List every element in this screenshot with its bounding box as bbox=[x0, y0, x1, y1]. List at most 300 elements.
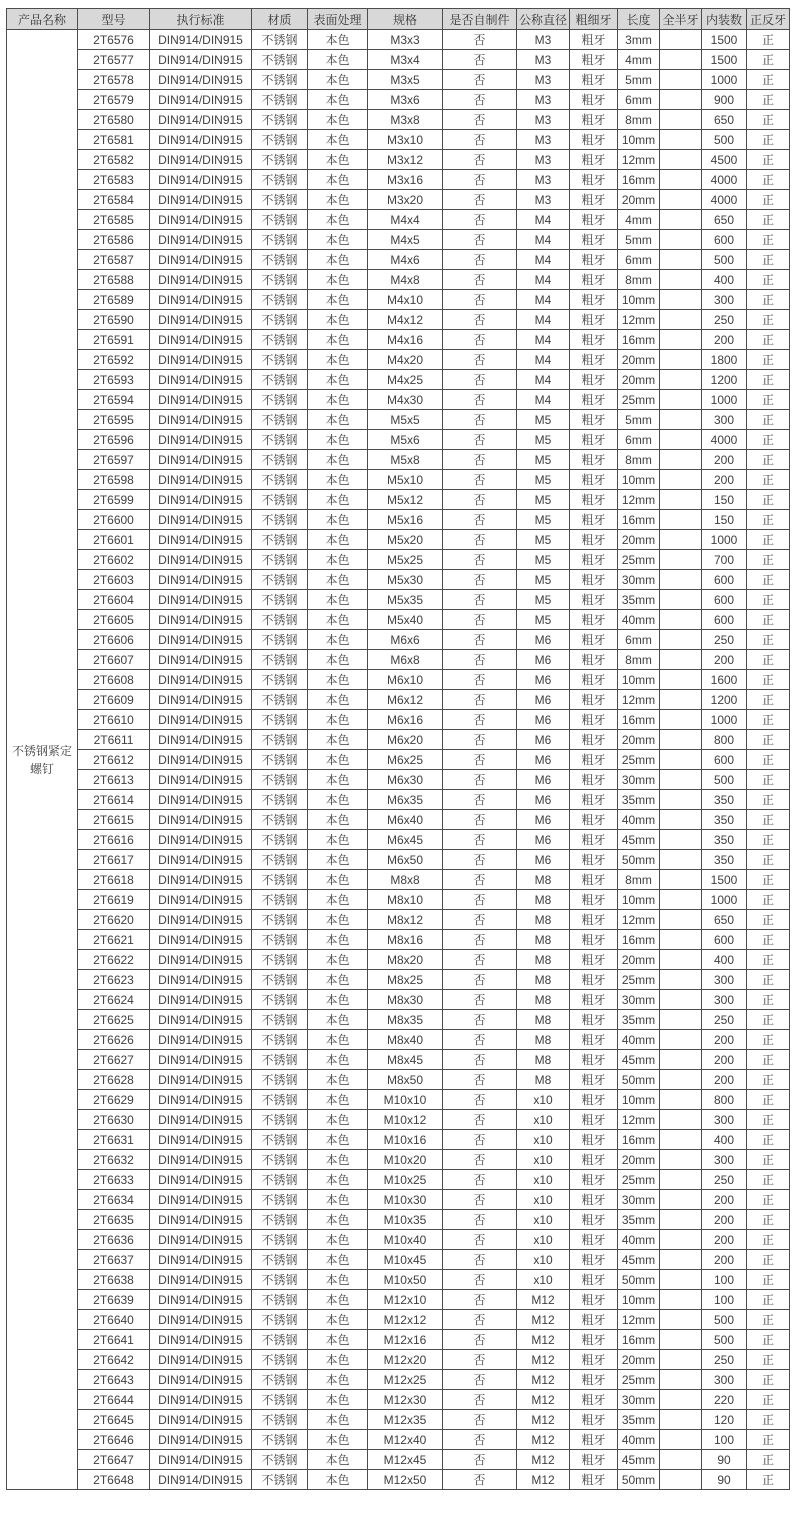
qty-cell: 400 bbox=[702, 950, 747, 970]
spec-cell: M3x4 bbox=[368, 50, 443, 70]
spec-cell: M5x12 bbox=[368, 490, 443, 510]
diameter-cell: M12 bbox=[517, 1310, 570, 1330]
thread-cell: 粗牙 bbox=[570, 1290, 618, 1310]
qty-cell: 1000 bbox=[702, 530, 747, 550]
thread-cell: 粗牙 bbox=[570, 810, 618, 830]
length-cell: 50mm bbox=[618, 850, 660, 870]
selfmade-cell: 否 bbox=[443, 930, 517, 950]
material-cell: 不锈钢 bbox=[252, 670, 308, 690]
direction-cell: 正 bbox=[747, 750, 790, 770]
direction-cell: 正 bbox=[747, 1370, 790, 1390]
material-cell: 不锈钢 bbox=[252, 130, 308, 150]
length-cell: 6mm bbox=[618, 630, 660, 650]
model-cell: 2T6599 bbox=[78, 490, 150, 510]
model-cell: 2T6602 bbox=[78, 550, 150, 570]
length-cell: 30mm bbox=[618, 1190, 660, 1210]
direction-cell: 正 bbox=[747, 930, 790, 950]
diameter-cell: M3 bbox=[517, 70, 570, 90]
spec-cell: M12x16 bbox=[368, 1330, 443, 1350]
fullhalf-cell bbox=[660, 1190, 702, 1210]
table-row bbox=[7, 1230, 790, 1250]
diameter-cell: M8 bbox=[517, 930, 570, 950]
spec-cell: M5x35 bbox=[368, 590, 443, 610]
spec-cell: M8x40 bbox=[368, 1030, 443, 1050]
selfmade-cell: 否 bbox=[443, 1130, 517, 1150]
table-row bbox=[7, 1090, 790, 1110]
surface-cell: 本色 bbox=[308, 750, 368, 770]
fullhalf-cell bbox=[660, 70, 702, 90]
surface-cell: 本色 bbox=[308, 1270, 368, 1290]
surface-cell: 本色 bbox=[308, 1110, 368, 1130]
standard-cell: DIN914/DIN915 bbox=[150, 490, 252, 510]
diameter-cell: M6 bbox=[517, 670, 570, 690]
direction-cell: 正 bbox=[747, 770, 790, 790]
selfmade-cell: 否 bbox=[443, 1230, 517, 1250]
direction-cell: 正 bbox=[747, 990, 790, 1010]
length-cell: 35mm bbox=[618, 1010, 660, 1030]
standard-cell: DIN914/DIN915 bbox=[150, 1270, 252, 1290]
thread-cell: 粗牙 bbox=[570, 730, 618, 750]
standard-cell: DIN914/DIN915 bbox=[150, 990, 252, 1010]
spec-cell: M6x35 bbox=[368, 790, 443, 810]
thread-cell: 粗牙 bbox=[570, 870, 618, 890]
spec-cell: M4x5 bbox=[368, 230, 443, 250]
model-cell: 2T6580 bbox=[78, 110, 150, 130]
standard-cell: DIN914/DIN915 bbox=[150, 530, 252, 550]
direction-cell: 正 bbox=[747, 1170, 790, 1190]
fullhalf-cell bbox=[660, 690, 702, 710]
spec-cell: M8x20 bbox=[368, 950, 443, 970]
selfmade-cell: 否 bbox=[443, 290, 517, 310]
standard-cell: DIN914/DIN915 bbox=[150, 170, 252, 190]
length-cell: 8mm bbox=[618, 270, 660, 290]
fullhalf-cell bbox=[660, 370, 702, 390]
surface-cell: 本色 bbox=[308, 930, 368, 950]
direction-cell: 正 bbox=[747, 430, 790, 450]
length-cell: 12mm bbox=[618, 310, 660, 330]
qty-cell: 300 bbox=[702, 1150, 747, 1170]
diameter-cell: M4 bbox=[517, 290, 570, 310]
length-cell: 6mm bbox=[618, 250, 660, 270]
diameter-cell: M12 bbox=[517, 1410, 570, 1430]
diameter-cell: M12 bbox=[517, 1290, 570, 1310]
standard-cell: DIN914/DIN915 bbox=[150, 950, 252, 970]
direction-cell: 正 bbox=[747, 1070, 790, 1090]
selfmade-cell: 否 bbox=[443, 50, 517, 70]
model-cell: 2T6597 bbox=[78, 450, 150, 470]
thread-cell: 粗牙 bbox=[570, 270, 618, 290]
surface-cell: 本色 bbox=[308, 550, 368, 570]
spec-cell: M6x20 bbox=[368, 730, 443, 750]
standard-cell: DIN914/DIN915 bbox=[150, 1450, 252, 1470]
length-cell: 25mm bbox=[618, 1170, 660, 1190]
thread-cell: 粗牙 bbox=[570, 1210, 618, 1230]
length-cell: 3mm bbox=[618, 30, 660, 50]
direction-cell: 正 bbox=[747, 890, 790, 910]
thread-cell: 粗牙 bbox=[570, 670, 618, 690]
table-row bbox=[7, 570, 790, 590]
direction-cell: 正 bbox=[747, 110, 790, 130]
direction-cell: 正 bbox=[747, 1050, 790, 1070]
diameter-cell: x10 bbox=[517, 1250, 570, 1270]
selfmade-cell: 否 bbox=[443, 970, 517, 990]
fullhalf-cell bbox=[660, 1010, 702, 1030]
material-cell: 不锈钢 bbox=[252, 930, 308, 950]
selfmade-cell: 否 bbox=[443, 790, 517, 810]
qty-cell: 650 bbox=[702, 110, 747, 130]
spec-cell: M8x12 bbox=[368, 910, 443, 930]
selfmade-cell: 否 bbox=[443, 710, 517, 730]
direction-cell: 正 bbox=[747, 350, 790, 370]
qty-cell: 800 bbox=[702, 730, 747, 750]
length-cell: 30mm bbox=[618, 990, 660, 1010]
spec-cell: M10x20 bbox=[368, 1150, 443, 1170]
standard-cell: DIN914/DIN915 bbox=[150, 650, 252, 670]
length-cell: 12mm bbox=[618, 690, 660, 710]
table-row bbox=[7, 610, 790, 630]
thread-cell: 粗牙 bbox=[570, 630, 618, 650]
direction-cell: 正 bbox=[747, 490, 790, 510]
selfmade-cell: 否 bbox=[443, 110, 517, 130]
table-row bbox=[7, 1290, 790, 1310]
product-table-sheet bbox=[6, 8, 790, 1490]
spec-cell: M4x8 bbox=[368, 270, 443, 290]
direction-cell: 正 bbox=[747, 810, 790, 830]
header-cell: 内装数 bbox=[702, 9, 747, 30]
fullhalf-cell bbox=[660, 390, 702, 410]
surface-cell: 本色 bbox=[308, 50, 368, 70]
surface-cell: 本色 bbox=[308, 710, 368, 730]
length-cell: 40mm bbox=[618, 1030, 660, 1050]
selfmade-cell: 否 bbox=[443, 570, 517, 590]
selfmade-cell: 否 bbox=[443, 1030, 517, 1050]
diameter-cell: M4 bbox=[517, 230, 570, 250]
thread-cell: 粗牙 bbox=[570, 110, 618, 130]
length-cell: 16mm bbox=[618, 1130, 660, 1150]
fullhalf-cell bbox=[660, 530, 702, 550]
surface-cell: 本色 bbox=[308, 1310, 368, 1330]
material-cell: 不锈钢 bbox=[252, 790, 308, 810]
fullhalf-cell bbox=[660, 410, 702, 430]
direction-cell: 正 bbox=[747, 470, 790, 490]
selfmade-cell: 否 bbox=[443, 490, 517, 510]
length-cell: 20mm bbox=[618, 370, 660, 390]
spec-cell: M8x35 bbox=[368, 1010, 443, 1030]
direction-cell: 正 bbox=[747, 170, 790, 190]
qty-cell: 500 bbox=[702, 130, 747, 150]
model-cell: 2T6595 bbox=[78, 410, 150, 430]
length-cell: 40mm bbox=[618, 1430, 660, 1450]
thread-cell: 粗牙 bbox=[570, 690, 618, 710]
diameter-cell: M8 bbox=[517, 970, 570, 990]
selfmade-cell: 否 bbox=[443, 1470, 517, 1490]
direction-cell: 正 bbox=[747, 250, 790, 270]
thread-cell: 粗牙 bbox=[570, 950, 618, 970]
surface-cell: 本色 bbox=[308, 270, 368, 290]
material-cell: 不锈钢 bbox=[252, 470, 308, 490]
diameter-cell: x10 bbox=[517, 1130, 570, 1150]
qty-cell: 220 bbox=[702, 1390, 747, 1410]
selfmade-cell: 否 bbox=[443, 670, 517, 690]
diameter-cell: M8 bbox=[517, 910, 570, 930]
qty-cell: 100 bbox=[702, 1430, 747, 1450]
fullhalf-cell bbox=[660, 710, 702, 730]
length-cell: 25mm bbox=[618, 970, 660, 990]
thread-cell: 粗牙 bbox=[570, 910, 618, 930]
diameter-cell: M6 bbox=[517, 730, 570, 750]
length-cell: 30mm bbox=[618, 570, 660, 590]
table-row bbox=[7, 850, 790, 870]
direction-cell: 正 bbox=[747, 190, 790, 210]
material-cell: 不锈钢 bbox=[252, 1330, 308, 1350]
selfmade-cell: 否 bbox=[443, 190, 517, 210]
length-cell: 6mm bbox=[618, 90, 660, 110]
diameter-cell: x10 bbox=[517, 1150, 570, 1170]
diameter-cell: M3 bbox=[517, 190, 570, 210]
material-cell: 不锈钢 bbox=[252, 1090, 308, 1110]
length-cell: 4mm bbox=[618, 50, 660, 70]
selfmade-cell: 否 bbox=[443, 510, 517, 530]
standard-cell: DIN914/DIN915 bbox=[150, 1370, 252, 1390]
length-cell: 5mm bbox=[618, 410, 660, 430]
selfmade-cell: 否 bbox=[443, 530, 517, 550]
standard-cell: DIN914/DIN915 bbox=[150, 230, 252, 250]
standard-cell: DIN914/DIN915 bbox=[150, 970, 252, 990]
direction-cell: 正 bbox=[747, 850, 790, 870]
table-row bbox=[7, 290, 790, 310]
standard-cell: DIN914/DIN915 bbox=[150, 1410, 252, 1430]
selfmade-cell: 否 bbox=[443, 1010, 517, 1030]
standard-cell: DIN914/DIN915 bbox=[150, 870, 252, 890]
surface-cell: 本色 bbox=[308, 530, 368, 550]
length-cell: 45mm bbox=[618, 1250, 660, 1270]
model-cell: 2T6617 bbox=[78, 850, 150, 870]
spec-cell: M6x45 bbox=[368, 830, 443, 850]
model-cell: 2T6585 bbox=[78, 210, 150, 230]
table-row bbox=[7, 130, 790, 150]
surface-cell: 本色 bbox=[308, 450, 368, 470]
standard-cell: DIN914/DIN915 bbox=[150, 1030, 252, 1050]
material-cell: 不锈钢 bbox=[252, 650, 308, 670]
header-cell: 公称直径 bbox=[517, 9, 570, 30]
material-cell: 不锈钢 bbox=[252, 1410, 308, 1430]
length-cell: 45mm bbox=[618, 1450, 660, 1470]
length-cell: 45mm bbox=[618, 830, 660, 850]
model-cell: 2T6588 bbox=[78, 270, 150, 290]
model-cell: 2T6625 bbox=[78, 1010, 150, 1030]
thread-cell: 粗牙 bbox=[570, 430, 618, 450]
surface-cell: 本色 bbox=[308, 690, 368, 710]
length-cell: 25mm bbox=[618, 750, 660, 770]
spec-cell: M10x10 bbox=[368, 1090, 443, 1110]
surface-cell: 本色 bbox=[308, 390, 368, 410]
selfmade-cell: 否 bbox=[443, 1390, 517, 1410]
qty-cell: 400 bbox=[702, 1130, 747, 1150]
fullhalf-cell bbox=[660, 290, 702, 310]
material-cell: 不锈钢 bbox=[252, 430, 308, 450]
spec-cell: M8x10 bbox=[368, 890, 443, 910]
qty-cell: 500 bbox=[702, 250, 747, 270]
fullhalf-cell bbox=[660, 210, 702, 230]
surface-cell: 本色 bbox=[308, 810, 368, 830]
thread-cell: 粗牙 bbox=[570, 890, 618, 910]
fullhalf-cell bbox=[660, 50, 702, 70]
direction-cell: 正 bbox=[747, 1090, 790, 1110]
standard-cell: DIN914/DIN915 bbox=[150, 830, 252, 850]
table-row bbox=[7, 1170, 790, 1190]
diameter-cell: M6 bbox=[517, 710, 570, 730]
selfmade-cell: 否 bbox=[443, 370, 517, 390]
qty-cell: 500 bbox=[702, 1310, 747, 1330]
standard-cell: DIN914/DIN915 bbox=[150, 1470, 252, 1490]
model-cell: 2T6579 bbox=[78, 90, 150, 110]
length-cell: 25mm bbox=[618, 550, 660, 570]
qty-cell: 250 bbox=[702, 1350, 747, 1370]
fullhalf-cell bbox=[660, 1270, 702, 1290]
thread-cell: 粗牙 bbox=[570, 1030, 618, 1050]
direction-cell: 正 bbox=[747, 30, 790, 50]
diameter-cell: M12 bbox=[517, 1430, 570, 1450]
diameter-cell: M4 bbox=[517, 310, 570, 330]
direction-cell: 正 bbox=[747, 390, 790, 410]
material-cell: 不锈钢 bbox=[252, 810, 308, 830]
fullhalf-cell bbox=[660, 970, 702, 990]
selfmade-cell: 否 bbox=[443, 1430, 517, 1450]
surface-cell: 本色 bbox=[308, 510, 368, 530]
header-cell: 正反牙 bbox=[747, 9, 790, 30]
table-row bbox=[7, 1190, 790, 1210]
material-cell: 不锈钢 bbox=[252, 750, 308, 770]
qty-cell: 200 bbox=[702, 1050, 747, 1070]
qty-cell: 250 bbox=[702, 630, 747, 650]
spec-cell: M8x8 bbox=[368, 870, 443, 890]
table-row bbox=[7, 1270, 790, 1290]
length-cell: 8mm bbox=[618, 450, 660, 470]
direction-cell: 正 bbox=[747, 1470, 790, 1490]
diameter-cell: x10 bbox=[517, 1270, 570, 1290]
diameter-cell: x10 bbox=[517, 1190, 570, 1210]
direction-cell: 正 bbox=[747, 450, 790, 470]
thread-cell: 粗牙 bbox=[570, 1270, 618, 1290]
spec-cell: M5x30 bbox=[368, 570, 443, 590]
spec-cell: M4x6 bbox=[368, 250, 443, 270]
standard-cell: DIN914/DIN915 bbox=[150, 1290, 252, 1310]
thread-cell: 粗牙 bbox=[570, 930, 618, 950]
qty-cell: 200 bbox=[702, 330, 747, 350]
qty-cell: 1000 bbox=[702, 710, 747, 730]
diameter-cell: M3 bbox=[517, 150, 570, 170]
thread-cell: 粗牙 bbox=[570, 1090, 618, 1110]
table-row bbox=[7, 30, 790, 50]
diameter-cell: M6 bbox=[517, 790, 570, 810]
diameter-cell: M12 bbox=[517, 1390, 570, 1410]
table-row bbox=[7, 1070, 790, 1090]
fullhalf-cell bbox=[660, 990, 702, 1010]
standard-cell: DIN914/DIN915 bbox=[150, 1230, 252, 1250]
surface-cell: 本色 bbox=[308, 410, 368, 430]
material-cell: 不锈钢 bbox=[252, 1350, 308, 1370]
spec-cell: M12x45 bbox=[368, 1450, 443, 1470]
standard-cell: DIN914/DIN915 bbox=[150, 790, 252, 810]
diameter-cell: M5 bbox=[517, 430, 570, 450]
standard-cell: DIN914/DIN915 bbox=[150, 410, 252, 430]
standard-cell: DIN914/DIN915 bbox=[150, 210, 252, 230]
surface-cell: 本色 bbox=[308, 1010, 368, 1030]
direction-cell: 正 bbox=[747, 630, 790, 650]
standard-cell: DIN914/DIN915 bbox=[150, 430, 252, 450]
material-cell: 不锈钢 bbox=[252, 230, 308, 250]
length-cell: 12mm bbox=[618, 1110, 660, 1130]
thread-cell: 粗牙 bbox=[570, 390, 618, 410]
qty-cell: 1000 bbox=[702, 890, 747, 910]
standard-cell: DIN914/DIN915 bbox=[150, 270, 252, 290]
selfmade-cell: 否 bbox=[443, 730, 517, 750]
spec-cell: M12x40 bbox=[368, 1430, 443, 1450]
fullhalf-cell bbox=[660, 1290, 702, 1310]
selfmade-cell: 否 bbox=[443, 130, 517, 150]
diameter-cell: M12 bbox=[517, 1330, 570, 1350]
spec-cell: M4x10 bbox=[368, 290, 443, 310]
spec-cell: M3x8 bbox=[368, 110, 443, 130]
diameter-cell: M5 bbox=[517, 510, 570, 530]
table-row bbox=[7, 330, 790, 350]
diameter-cell: M8 bbox=[517, 990, 570, 1010]
thread-cell: 粗牙 bbox=[570, 550, 618, 570]
direction-cell: 正 bbox=[747, 1270, 790, 1290]
diameter-cell: M8 bbox=[517, 1070, 570, 1090]
standard-cell: DIN914/DIN915 bbox=[150, 770, 252, 790]
surface-cell: 本色 bbox=[308, 670, 368, 690]
selfmade-cell: 否 bbox=[443, 1210, 517, 1230]
thread-cell: 粗牙 bbox=[570, 250, 618, 270]
direction-cell: 正 bbox=[747, 530, 790, 550]
fullhalf-cell bbox=[660, 810, 702, 830]
fullhalf-cell bbox=[660, 950, 702, 970]
spec-cell: M3x16 bbox=[368, 170, 443, 190]
table-row bbox=[7, 90, 790, 110]
material-cell: 不锈钢 bbox=[252, 1290, 308, 1310]
qty-cell: 1500 bbox=[702, 870, 747, 890]
header-row bbox=[7, 9, 790, 30]
table-row bbox=[7, 190, 790, 210]
thread-cell: 粗牙 bbox=[570, 450, 618, 470]
model-cell: 2T6601 bbox=[78, 530, 150, 550]
model-cell: 2T6610 bbox=[78, 710, 150, 730]
model-cell: 2T6630 bbox=[78, 1110, 150, 1130]
thread-cell: 粗牙 bbox=[570, 1070, 618, 1090]
length-cell: 40mm bbox=[618, 1230, 660, 1250]
table-row bbox=[7, 730, 790, 750]
fullhalf-cell bbox=[660, 310, 702, 330]
fullhalf-cell bbox=[660, 1430, 702, 1450]
material-cell: 不锈钢 bbox=[252, 990, 308, 1010]
fullhalf-cell bbox=[660, 1070, 702, 1090]
spec-cell: M3x6 bbox=[368, 90, 443, 110]
fullhalf-cell bbox=[660, 430, 702, 450]
fullhalf-cell bbox=[660, 1130, 702, 1150]
table-row bbox=[7, 1310, 790, 1330]
spec-cell: M6x25 bbox=[368, 750, 443, 770]
diameter-cell: M6 bbox=[517, 650, 570, 670]
material-cell: 不锈钢 bbox=[252, 1430, 308, 1450]
surface-cell: 本色 bbox=[308, 1470, 368, 1490]
qty-cell: 4500 bbox=[702, 150, 747, 170]
standard-cell: DIN914/DIN915 bbox=[150, 130, 252, 150]
diameter-cell: M5 bbox=[517, 410, 570, 430]
diameter-cell: M8 bbox=[517, 890, 570, 910]
table-row bbox=[7, 270, 790, 290]
fullhalf-cell bbox=[660, 610, 702, 630]
